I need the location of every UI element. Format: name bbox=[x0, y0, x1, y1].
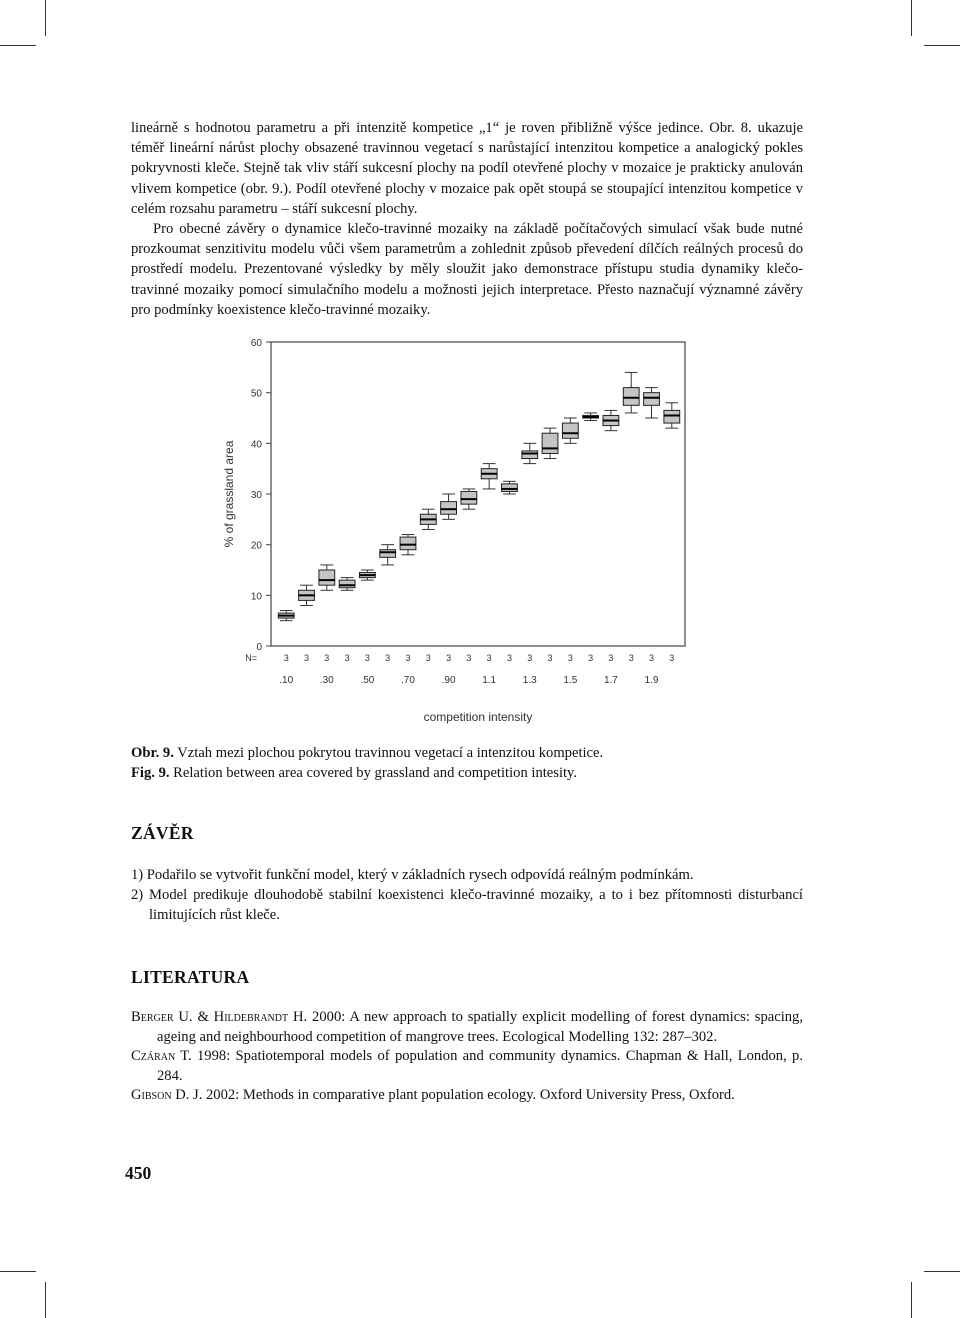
n-value: 3 bbox=[364, 653, 370, 663]
n-value: 3 bbox=[567, 653, 573, 663]
crop-mark bbox=[0, 45, 36, 46]
caption-cz-label: Obr. 9. bbox=[131, 745, 174, 761]
x-tick-label: .70 bbox=[401, 675, 415, 686]
box bbox=[339, 580, 355, 588]
caption-cz bbox=[131, 743, 803, 763]
x-tick-label: 1.7 bbox=[603, 675, 618, 686]
reference-text: 2002: Methods in comparative plant population ecology. Oxford University Press, Oxford. bbox=[202, 1087, 735, 1103]
x-tick-label: 1.5 bbox=[563, 675, 578, 686]
n-value: 3 bbox=[324, 653, 330, 663]
n-value: 3 bbox=[446, 653, 452, 663]
x-axis-label: competition intensity bbox=[423, 710, 533, 724]
reference-list bbox=[131, 1008, 803, 1106]
x-tick-label: .10 bbox=[279, 675, 294, 686]
n-value: 3 bbox=[344, 653, 350, 663]
crop-mark bbox=[911, 1282, 912, 1318]
n-value: 3 bbox=[385, 653, 391, 663]
y-tick-label: 30 bbox=[250, 490, 262, 501]
n-value: 3 bbox=[425, 653, 431, 663]
n-value: 3 bbox=[628, 653, 634, 663]
caption-en-label: Fig. 9. bbox=[131, 765, 170, 781]
n-value: 3 bbox=[588, 653, 594, 663]
box bbox=[542, 433, 558, 453]
crop-mark bbox=[911, 0, 912, 36]
crop-mark bbox=[924, 1271, 960, 1272]
crop-mark bbox=[0, 1271, 36, 1272]
reference-item bbox=[131, 1086, 803, 1106]
x-tick-label: .90 bbox=[441, 675, 456, 686]
x-tick-label: 1.9 bbox=[644, 675, 659, 686]
conclusion-list bbox=[131, 865, 803, 925]
y-tick-label: 40 bbox=[250, 439, 262, 451]
section-heading-literature: LITERATURA bbox=[131, 967, 250, 987]
n-value: 3 bbox=[547, 653, 553, 663]
reference-author: Berger U. & Hildebrandt H. bbox=[131, 1009, 308, 1025]
list-item: 2) Model predikuje dlouhodobě stabilní koexistenci klečo-travinné mozaiky, a to i bez přítomnosti disturbancí limitujících růst kleče. bbox=[131, 887, 803, 923]
caption-en bbox=[131, 763, 803, 783]
box bbox=[623, 388, 639, 406]
reference-author: Czáran T. bbox=[131, 1048, 192, 1064]
reference-item bbox=[131, 1008, 803, 1047]
reference-text: 2000: A new approach to spatially explicit modelling of forest dynamics: spacing, ageing and neighbourhood competition of mangrove trees. Ecological Modelling 132: 287–302. bbox=[157, 1009, 803, 1045]
figure-caption bbox=[131, 743, 803, 783]
body-text bbox=[131, 118, 803, 320]
n-value: 3 bbox=[283, 653, 289, 663]
reference-author: Gibson D. J. bbox=[131, 1087, 203, 1103]
crop-mark bbox=[45, 1282, 46, 1318]
box bbox=[562, 423, 578, 438]
x-tick-label: .50 bbox=[360, 675, 375, 686]
crop-mark bbox=[45, 0, 46, 36]
x-tick-label: 1.1 bbox=[482, 675, 497, 686]
y-tick-label: 10 bbox=[250, 591, 262, 603]
page-number: 450 bbox=[125, 1163, 152, 1183]
n-value: 3 bbox=[486, 653, 492, 663]
caption-cz-text: Vztah mezi plochou pokrytou travinnou vegetací a intenzitou kompetice. bbox=[173, 745, 604, 761]
box bbox=[461, 491, 477, 504]
n-value: 3 bbox=[527, 653, 533, 663]
n-label: N= bbox=[245, 653, 257, 663]
paragraph: lineárně s hodnotou parametru a při intenzitě kompetice „1“ je roven přibližně výšce jedince. Obr. 8. ukazuje téměř lineární nárůst plochy obsazené travinnou vegetací s narůstající intenzitou kompetice a analogický pokles pokryvnosti kleče. Stejně tak vliv stáří sukcesní plochy na podíl otevřené plochy v mozaice je prakticky anulován vlivem kompetice (obr. 9.). Podíl otevřené plochy v mozaice pak opět stoupá se stoupající intenzitou kompetice v celém rozsahu parametru – stáří sukcesní plochy. bbox=[131, 120, 803, 217]
x-tick-label: 1.3 bbox=[522, 675, 537, 686]
y-tick-label: 0 bbox=[256, 642, 262, 653]
y-tick-label: 50 bbox=[250, 388, 262, 400]
crop-mark bbox=[924, 45, 960, 46]
n-value: 3 bbox=[608, 653, 614, 663]
n-value: 3 bbox=[669, 653, 675, 663]
box bbox=[502, 484, 518, 492]
box bbox=[664, 410, 680, 423]
box bbox=[319, 570, 335, 585]
y-axis-label: % of grassland area bbox=[222, 440, 236, 548]
y-tick-label: 20 bbox=[250, 540, 262, 552]
box bbox=[522, 451, 538, 459]
y-tick-label: 60 bbox=[250, 338, 262, 349]
n-value: 3 bbox=[649, 653, 655, 663]
reference-text: 1998: Spatiotemporal models of population and community dynamics. Chapman & Hall, London, p. 284. bbox=[157, 1048, 803, 1084]
caption-en-text: Relation between area covered by grassland and competition intesity. bbox=[169, 765, 578, 781]
box bbox=[400, 537, 416, 550]
box bbox=[380, 550, 396, 558]
paragraph: Pro obecné závěry o dynamice klečo-travinné mozaiky na základě počítačových simulací však bude nutné prozkoumat senzitivitu modelu vůči všem parametrům a zohlednit způsob převedení dílčích reálných procesů do prostředí modelu. Prezentované výsledky by měly sloužit jako demonstrace přístupu studia dynamiky klečo-travinné mozaiky pomocí simulačního modelu a možnosti jejich interpretace. Přesto naznačují významné závěry pro podmínky koexistence klečo-travinné mozaiky. bbox=[131, 221, 803, 318]
list-item: 1) Podařilo se vytvořit funkční model, který v základních rysech odpovídá reálným podmínkám. bbox=[131, 867, 694, 883]
box bbox=[441, 502, 457, 515]
n-value: 3 bbox=[405, 653, 411, 663]
section-heading-conclusion: ZÁVĚR bbox=[131, 823, 194, 843]
n-value: 3 bbox=[466, 653, 472, 663]
n-value: 3 bbox=[506, 653, 512, 663]
box bbox=[644, 393, 660, 406]
reference-item bbox=[131, 1047, 803, 1086]
boxplot-figure bbox=[215, 330, 695, 730]
n-value: 3 bbox=[304, 653, 310, 663]
x-tick-label: .30 bbox=[319, 675, 334, 686]
